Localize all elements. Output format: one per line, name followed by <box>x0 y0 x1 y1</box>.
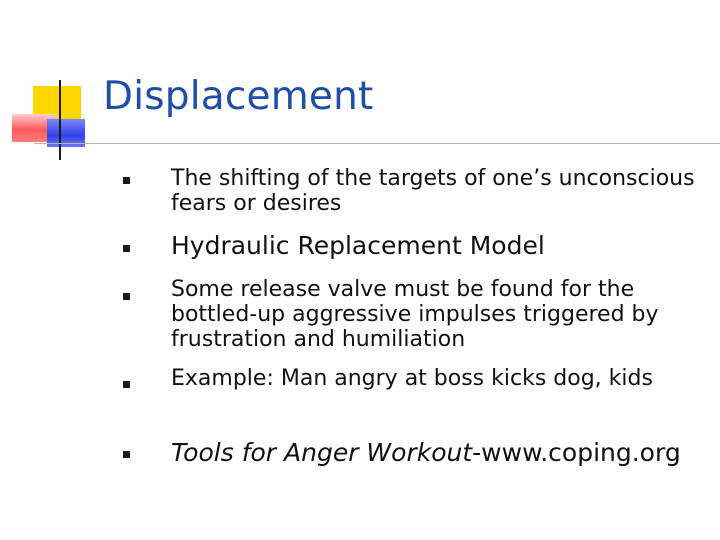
logo-vertical-line <box>59 80 61 160</box>
bullet-text-italic: Tools for Anger Workout <box>171 438 473 467</box>
slide-title: Displacement <box>103 74 374 119</box>
bullet-text: The shifting of the targets of one’s unconscious fears or desires <box>171 166 695 216</box>
bullet-text: Hydraulic Replacement Model <box>171 231 545 260</box>
square-bullet-icon <box>123 451 130 458</box>
bullet-text: Example: Man angry at boss kicks dog, kids <box>171 366 653 391</box>
square-bullet-icon <box>123 293 130 300</box>
square-bullet-icon <box>123 245 130 252</box>
bullet-text <box>171 440 706 465</box>
title-divider-line <box>34 143 720 144</box>
bullet-text-rest: -www.coping.org <box>472 438 681 467</box>
square-bullet-icon <box>123 177 130 184</box>
square-bullet-icon <box>123 381 130 388</box>
bullet-text: Some release valve must be found for the bottled-up aggressive impulses triggered by frustration and humiliation <box>171 277 659 352</box>
